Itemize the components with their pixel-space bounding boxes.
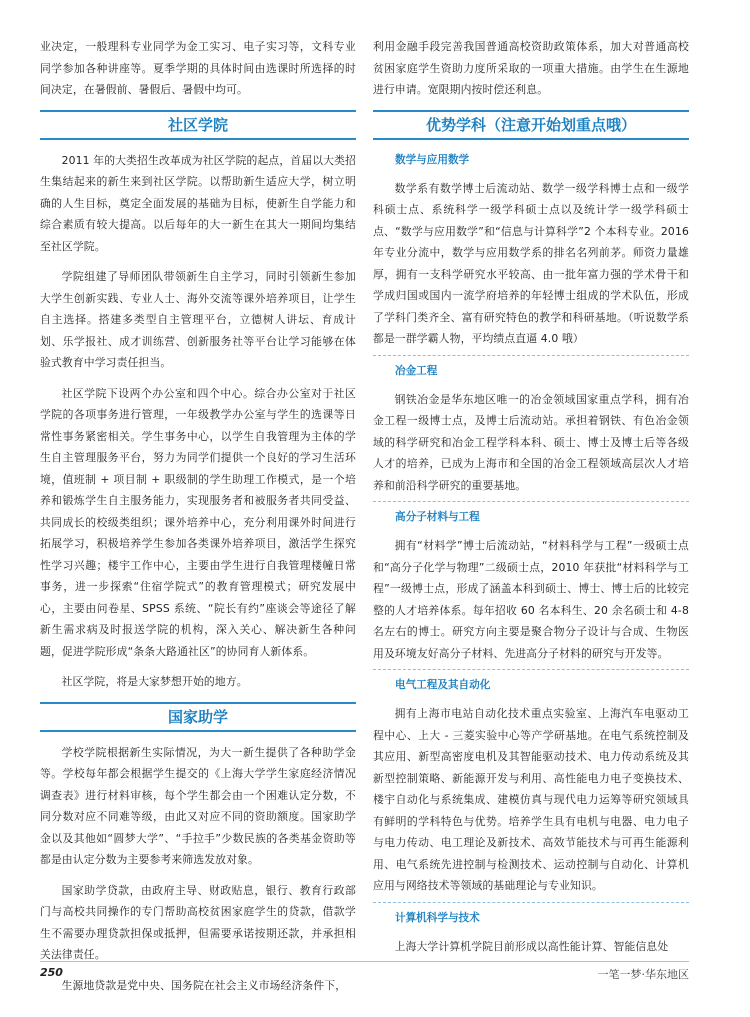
paragraph: 社区学院，将是大家梦想开始的地方。 — [61, 675, 248, 688]
divider — [373, 355, 689, 356]
subject-heading-metallurgy: 冶金工程 — [395, 364, 438, 377]
page-number: 250 — [40, 966, 63, 979]
subject-heading-electrical: 电气工程及其自动化 — [395, 679, 491, 691]
paragraph: 学校学院根据新生实际情况，为大一新生提供了各种助学金等。学校每年都会根据学生提交的《上海大学学生家庭经济情况调查表》进行材料审核，每个学生都会由一个困难认定分数，不同分数对应不同难等级，由此又对应不同的资助额度。国家助学金以及其他如“圆梦大学”、“手拉手”少数民族的各类基金资助等都是由认定分数为主要参考来筛选发放对象。 — [40, 745, 356, 866]
section-title-strong-disciplines: 优势学科（注意开始划重点哦） — [373, 110, 689, 140]
paragraph: 拥有上海市电站自动化技术重点实验室、上海汽车电驱动工程中心、上大 - 三菱实验中心等产学研基地。在电气系统控制及其应用、新型高密度电机及其智能驱动技术、电力传动系统及其新型控制策略、新能源开发与利用、高性能电力电子变换技术、楼宇自动化与系统集成、建模仿真与现代电力运筹等研究领域具有鲜明的学科特色与优势。培养学生具有电机与电器、电力电子与电力传动、电工理论及新技术、高效节能技术与可再生能源利用、电气系统先进控制与检测技术、运动控制与自动化、计算机应用与网络技术等领域的基础理论与专业知识。 — [373, 707, 689, 892]
paragraph: 2011 年的大类招生改革成为社区学院的起点，首届以大类招生集结起来的新生来到社区学院。以帮助新生适应大学，树立明确的人生目标，奠定全面发展的基础为目标，使新生自学能力和综合素质有较大提高。以后每年的大一新生在其大一期间均集结至社区学院。 — [40, 153, 356, 253]
paragraph: 国家助学贷款，由政府主导、财政贴息，银行、教育行政部门与高校共同操作的专门帮助高校贫困家庭学生的贷款，借款学生不需要办理贷款担保或抵押，但需要承诺按期还款，并承担相关法律责任。 — [40, 883, 356, 961]
right-column — [373, 36, 689, 962]
subject-heading-computer-science: 计算机科学与技术 — [395, 911, 480, 924]
paragraph: 钢铁冶金是华东地区唯一的冶金领域国家重点学科，拥有冶金工程一级博士点，及博士后流动站。承担着钢铁、有色冶金领域的科学研究和冶金工程学科本科、硕士、博士及博士后等各级人才的培养，已成为上海市和全国的冶金工程领域高层次人才培养和前沿科学研究的重要基地。 — [373, 392, 689, 492]
running-title: 一笔一梦·华东地区 — [597, 968, 689, 981]
paragraph: 生源地贷款是党中央、国务院在社会主义市场经济条件下， — [61, 978, 347, 992]
subject-heading-polymer: 高分子材料与工程 — [395, 511, 480, 523]
paragraph: 上海大学计算机学院目前形成以高性能计算、智能信息处 — [394, 939, 669, 953]
aid-continuation-paragraph: 利用金融手段完善我国普通高校资助政策体系，加大对普通高校贫困家庭学生资助力度所采取的一项重大措施。由学生在生源地进行申请。宽限期内按时偿还利息。 — [373, 40, 689, 96]
paragraph: 数学系有数学博士后流动站、数学一级学科博士点和一级学科硕士点、系统科学一级学科硕士点以及统计学一级学科硕士点、“数学与应用数学”和“信息与计算科学”2 个本科专业。2016 年专业分流中，数学与应用数学系的排名名列前茅。师资力量雄厚，拥有一支科学研究水平较高、由一批年富力强的学术骨干和学成归国或国内一流学府培养的年轻博士组成的学术队伍，形成了学科门类齐全、富有研究特色的教学和科研基地。（听说数学系都是一群学霸人物，平均绩点直逼 4.0 哦） — [373, 181, 689, 345]
divider — [373, 669, 689, 670]
section-title-community-college: 社区学院 — [40, 110, 356, 140]
paragraph: 社区学院下设两个办公室和四个中心。综合办公室对于社区学院的各项事务进行管理，一年级教学办公室与学生的选课等日常性事务紧密相关。学生事务中心，以学生自我管理为主体的学生自主管理服务平台，努力为同学们提供一个良好的学习生活环境，值班制 + 项目制 + 职级制的学生助理工作模式，是一个培养和锻炼学生自主服务能力，实现服务者和被服务者共同受益、共同成长的校级类组织；课外培养中心，充分利用课外时间进行拓展学习，积极培养学生参加各类课外培养项目，激活学生探究性学习兴趣；楼宇工作中心，主要由学生进行自我管理楼幢日常事务，进一步探索“住宿学院式”的教育管理模式；研究发展中心，主要由问卷星、SPSS 系统、“院长有约”座谈会等途径了解新生需求病及时报送学院的机构，深入关心、解决新生各种问题，促进学院形成“条条大路通社区”的协同育人新体系。 — [40, 386, 356, 658]
page-footer — [40, 961, 689, 984]
divider — [373, 902, 689, 903]
paragraph: 学院组建了导师团队带领新生自主学习，同时引领新生参加大学生创新实践、专业人士、海外交流等课外培养项目，让学生自主选择。搭建多类型自主管理平台，立德树人讲坛、育成计划、乐学报社、成才训练营、创新服务社等平台让学习能够在体验式教育中学习责任担当。 — [40, 270, 356, 369]
left-column — [40, 36, 356, 1005]
intro-paragraph: 业决定，一般理科专业同学为金工实习、电子实习等，文科专业同学参加各种讲座等。夏季学期的具体时间由选课时所选择的时间决定，在暑假前、暑假后、暑假中均可。 — [40, 40, 356, 96]
paragraph: 拥有“材料学”博士后流动站，“材料科学与工程”一级硕士点和“高分子化学与物理”二级硕士点，2010 年获批“材料科学与工程”一级博士点，形成了涵盖本科到硕士、博士、博士后的比较完整的人才培养体系。每年招收 60 名本科生、20 余名硕士和 4-8 名左右的博士。研究方向主要是聚合物分子设计与合成、生物医用及环境友好高分子材料、先进高分子材料的研究与开发等。 — [373, 539, 689, 660]
divider — [373, 501, 689, 502]
section-title-national-aid: 国家助学 — [40, 702, 356, 732]
subject-heading-math: 数学与应用数学 — [395, 153, 470, 166]
